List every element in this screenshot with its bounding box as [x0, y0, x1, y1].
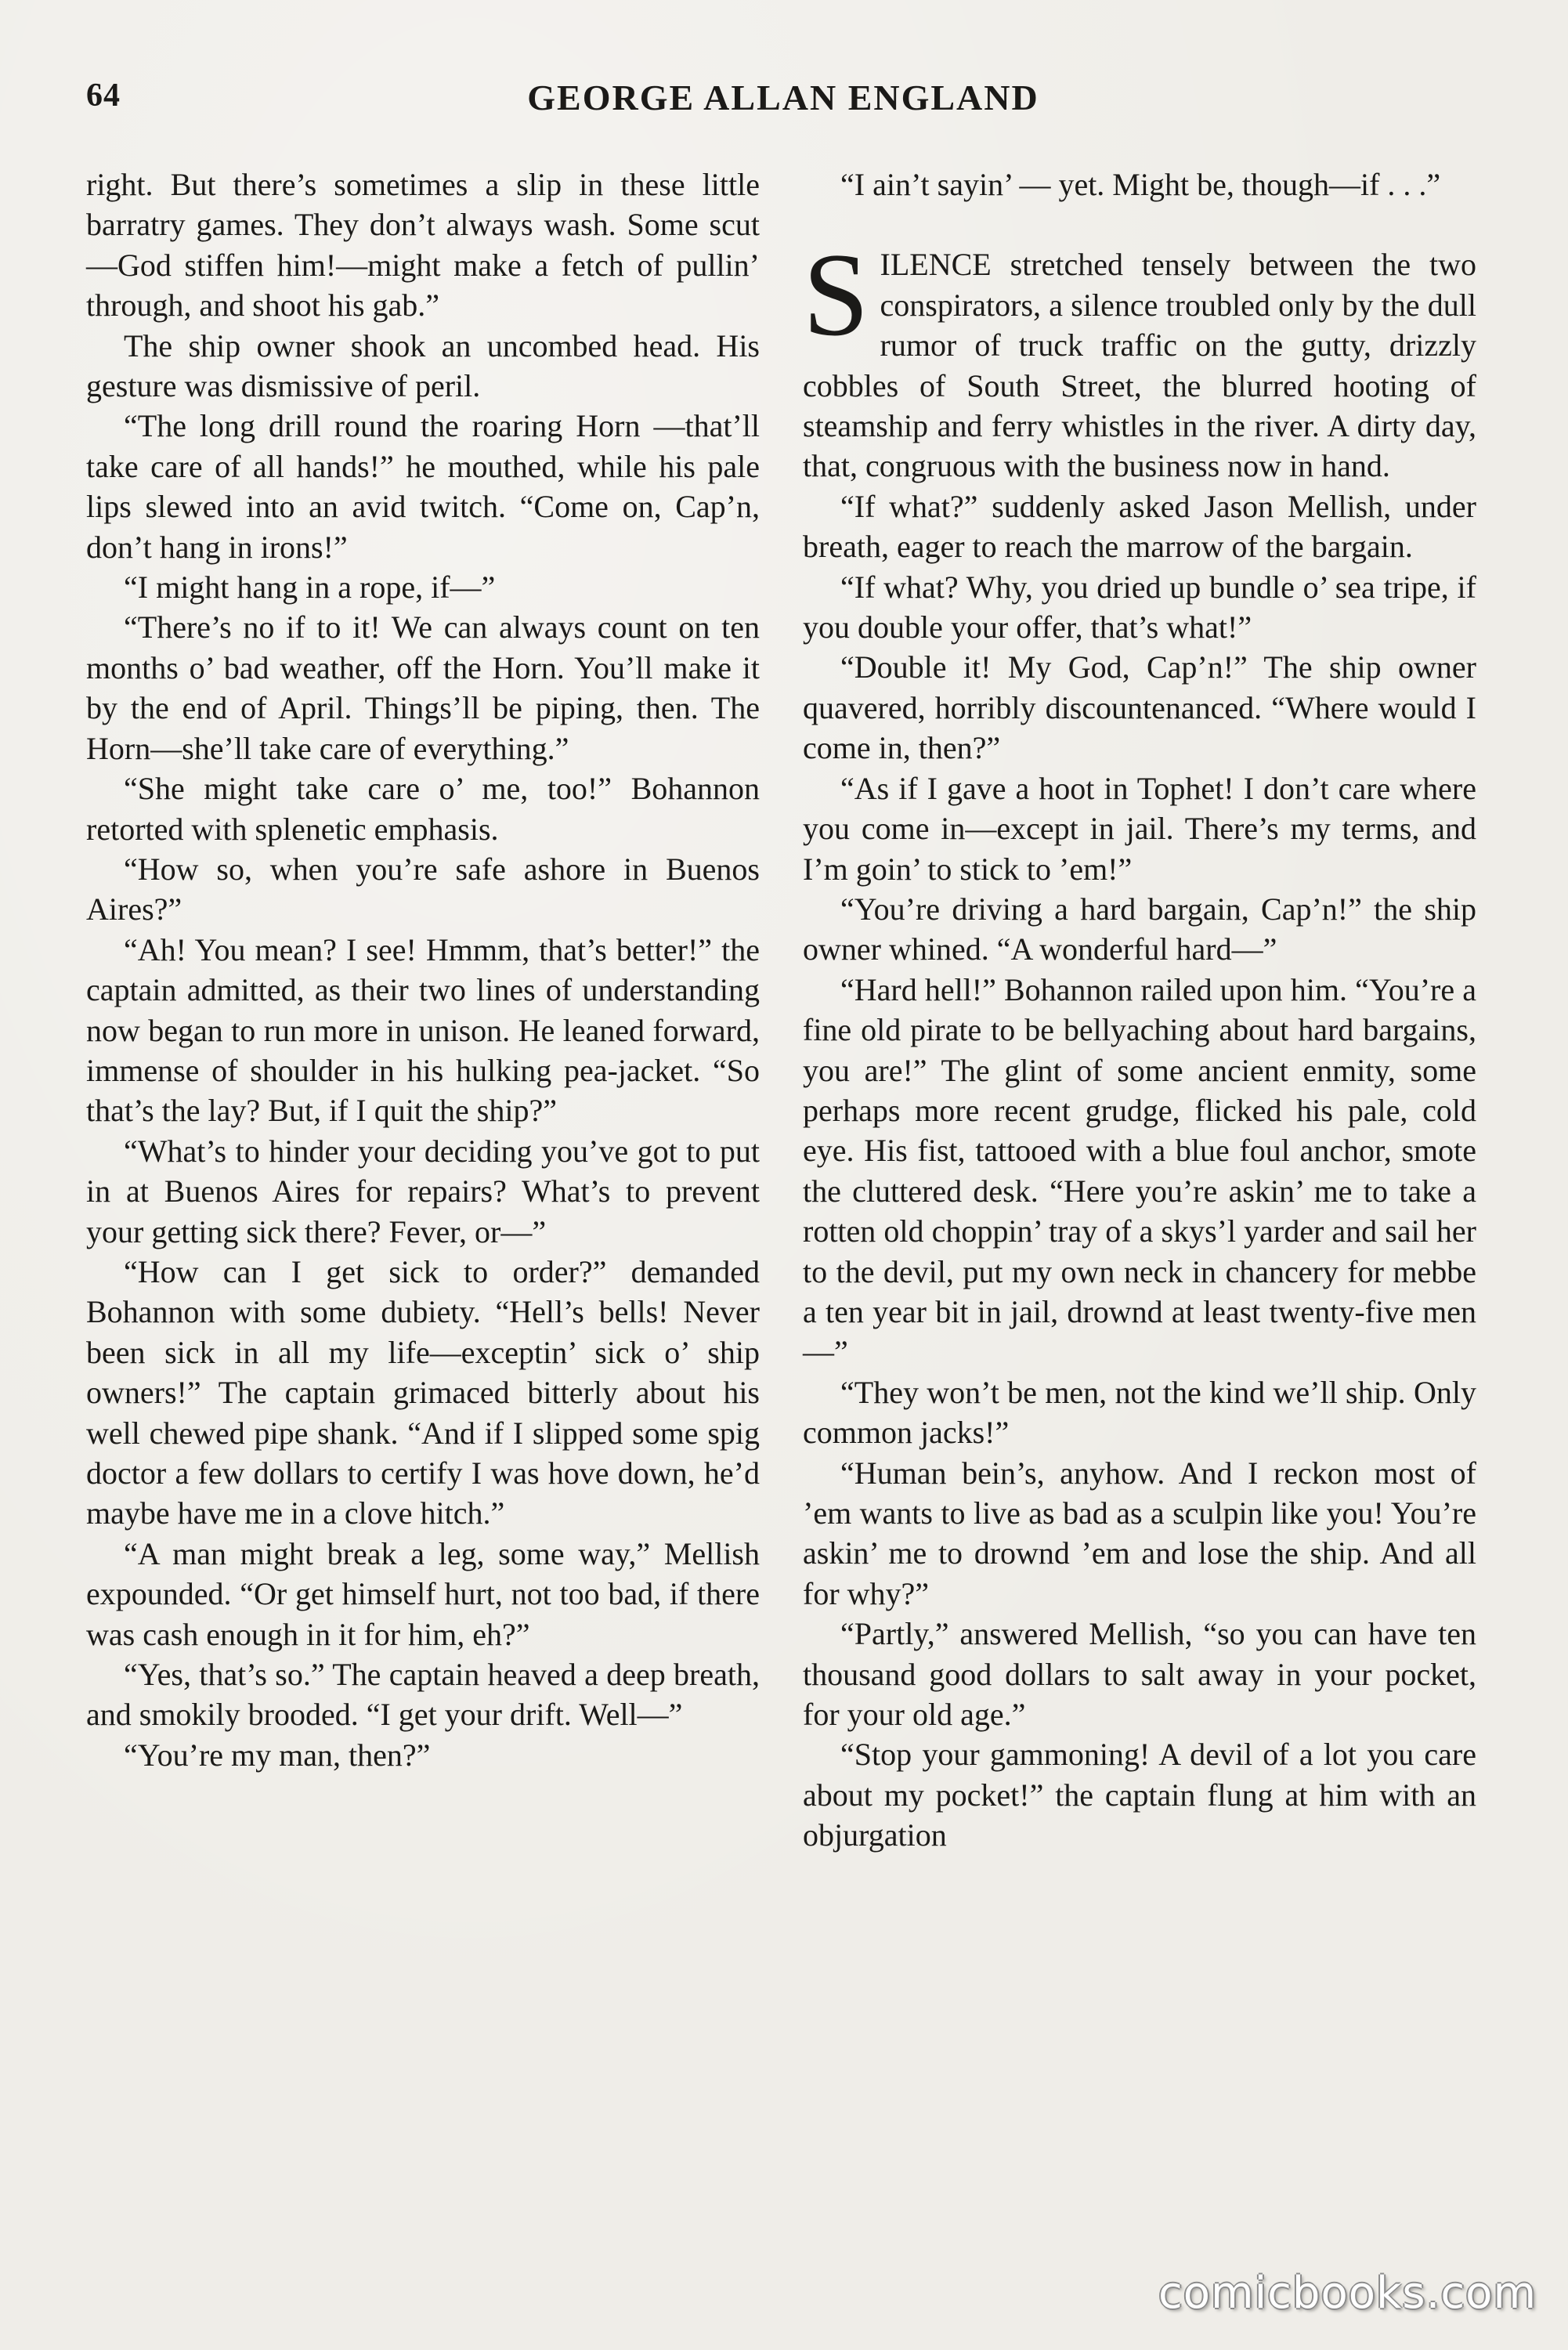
paragraph: “They won’t be men, not the kind we’ll ship. Only common jacks!” [803, 1374, 1476, 1451]
paragraph: “Yes, that’s so.” The captain heaved a deep breath, and smokily brooded. “I get your drift. Well—” [86, 1657, 760, 1733]
paragraph: “How so, when you’re safe ashore in Buenos Aires?” [86, 851, 760, 927]
page-header [86, 77, 1480, 124]
page-number: 64 [86, 78, 121, 114]
paragraph: The ship owner shook an uncombed head. His gesture was dismissive of peril. [86, 327, 760, 404]
drop-cap: S [803, 229, 869, 361]
paragraph: “How can I get sick to order?” demanded Bohannon with some dubiety. “Hell’s bells! Never been sick in all my life—exceptin’ sick o’ ship owners!” The captain grimaced bitterly about his well chewed pipe shank. “And if I slipped some spig doctor a few dollars to certify I was hove down, he’d maybe have me in a clove hitch.” [86, 1253, 760, 1531]
paragraph: “Partly,” answered Mellish, “so you can have ten thousand good dollars to salt away in your pocket, for your old age.” [803, 1616, 1476, 1733]
paragraph: “You’re my man, then?” [124, 1737, 431, 1773]
paragraph: “Human bein’s, anyhow. And I reckon most of ’em wants to live as bad as a sculpin like you! You’re askin’ me to drownd ’em and lose the ship. And all for why?” [803, 1455, 1476, 1611]
paragraph: right. But there’s sometimes a slip in these little barratry games. They don’t always wash. Some scut—God stiffen him!—might make a fetch of pullin’ through, and shoot his gab.” [86, 167, 760, 324]
section-opening-text: ILENCE stretched tensely between the two conspirators, a silence troubled only by the dull rumor of truck traffic on the gutty, drizzly cobbles of South Street, the blurred hooting of steamship and ferry whistles in the river. A dirty day, that, congruous with the business now in hand. [803, 247, 1476, 484]
paragraph: “I might hang in a rope, if—” [124, 569, 496, 606]
paragraph: “There’s no if to it! We can always count on ten months o’ bad weather, off the Horn. You’ll make it by the end of April. Things’ll be piping, then. The Horn—she’ll take care of everything.” [86, 609, 760, 766]
paragraph: “Double it! My God, Cap’n!” The ship owner quavered, horribly discountenanced. “Where would I come in, then?” [803, 649, 1476, 766]
paragraph: “As if I gave a hoot in Tophet! I don’t care where you come in—except in jail. There’s my terms, and I’m goin’ to stick to ’em!” [803, 770, 1476, 887]
paragraph: “Ah! You mean? I see! Hmmm, that’s better!” the captain admitted, as their two lines of understanding now began to run more in unison. He leaned forward, immense of shoulder in his hulking pea-jacket. “So that’s the lay? But, if I quit the ship?” [86, 931, 760, 1129]
left-column [86, 164, 760, 1775]
paragraph: “What’s to hinder your deciding you’ve got to put in at Buenos Aires for repairs? What’s to prevent your getting sick there? Fever, or—” [86, 1133, 760, 1249]
running-head: GEORGE ALLAN ENGLAND [527, 78, 1039, 118]
paragraph: “You’re driving a hard bargain, Cap’n!” the ship owner whined. “A wonderful hard—” [803, 891, 1476, 967]
paragraph: “If what?” suddenly asked Jason Mellish, under breath, eager to reach the marrow of the bargain. [803, 488, 1476, 565]
watermark: comicbooks.com [1158, 2268, 1537, 2319]
paragraph: “Stop your gammoning! A devil of a lot you care about my pocket!” the captain flung at him with an objurgation [803, 1737, 1476, 1853]
paragraph: “A man might break a leg, some way,” Mellish expounded. “Or get himself hurt, not too bad, if there was cash enough in it for him, eh?” [86, 1535, 760, 1652]
paragraph: “Hard hell!” Bohannon railed upon him. “You’re a fine old pirate to be bellyaching about hard bargains, you are!” The glint of some ancient enmity, some perhaps more recent grudge, flicked his pale, cold eye. His fist, tattooed with a blue foul anchor, smote the cluttered desk. “Here you’re askin’ me to take a rotten old choppin’ tray of a skys’l yarder and sail her to the devil, put my own neck in chancery for mebbe a ten year bit in jail, drownd at least twenty-five men—” [803, 971, 1476, 1370]
right-column [803, 164, 1476, 1856]
paragraph: “If what? Why, you dried up bundle o’ sea tripe, if you double your offer, that’s what!” [803, 569, 1476, 645]
paragraph: “She might take care o’ me, too!” Bohannon retorted with splenetic emphasis. [86, 771, 760, 847]
section-opening-paragraph [803, 229, 1476, 486]
paragraph: “I ain’t sayin’ — yet. Might be, though—if . . .” [840, 167, 1441, 202]
paragraph: “The long drill round the roaring Horn —that’ll take care of all hands!” he mouthed, while his pale lips slewed into an avid twitch. “Come on, Cap’n, don’t hang in irons!” [86, 408, 760, 565]
